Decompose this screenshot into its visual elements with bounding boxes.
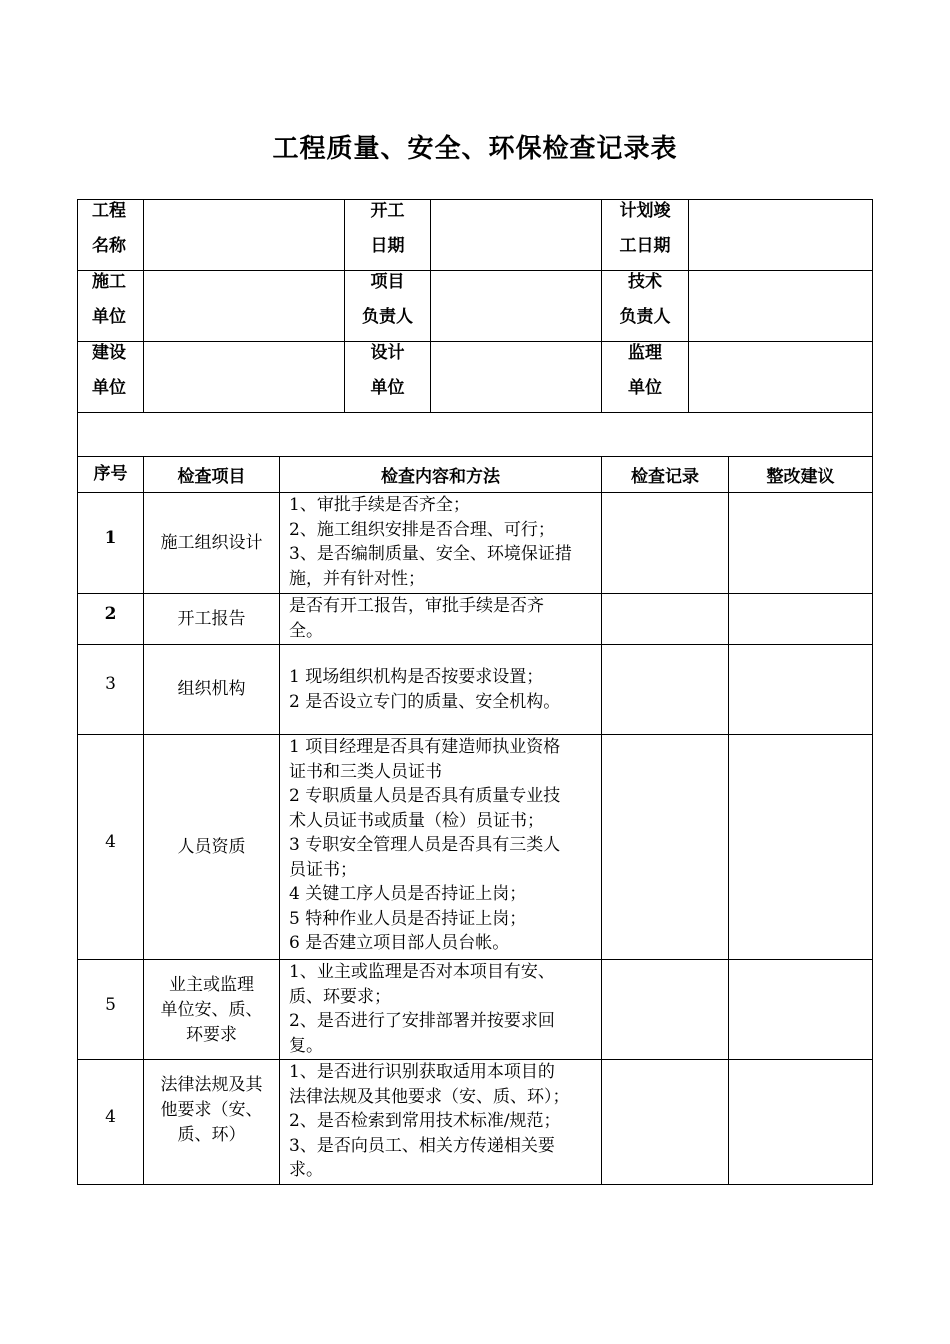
project-lead-value[interactable] (431, 271, 601, 341)
row-content: 1 项目经理是否具有建造师执业资格 证书和三类人员证书 2 专职质量人员是否具有质量专业技 术人员证书或质量（检）员证书； 3 专职安全管理人员是否具有三类人 员证书； 4 关键工序人员是否持证上岗； 5 特种作业人员是否持证上岗； 6 是否建立项目部人员台帐。 (289, 737, 561, 953)
row-record[interactable] (602, 645, 728, 734)
row-suggestion[interactable] (729, 645, 872, 734)
blank-row (78, 413, 872, 456)
start-date-label: 开工 日期 (370, 201, 405, 256)
row-seq: 5 (105, 995, 116, 1015)
design-unit-value[interactable] (431, 342, 601, 412)
row-record[interactable] (602, 594, 728, 644)
row-content: 1、审批手续是否齐全； 2、施工组织安排是否合理、可行； 3、是否编制质量、安全、环境保证措 施，并有针对性； (289, 495, 572, 589)
row-suggestion[interactable] (729, 493, 872, 593)
project-name-value[interactable] (144, 200, 344, 270)
planned-completion-label: 计划竣 工日期 (619, 201, 671, 256)
row-item: 施工组织设计 (160, 532, 263, 553)
row-seq: 4 (105, 832, 116, 852)
page-title: 工程质量、安全、环保检查记录表 (272, 134, 678, 164)
project-name-label: 工程 名称 (92, 201, 126, 256)
supervision-unit-value[interactable] (689, 342, 872, 412)
row-seq: 1 (104, 528, 117, 548)
row-suggestion[interactable] (729, 1060, 872, 1184)
header-item: 检查项目 (177, 467, 246, 487)
start-date-value[interactable] (431, 200, 601, 270)
design-unit-label: 设计 单位 (370, 343, 405, 398)
project-lead-label: 项目 负责人 (362, 272, 413, 327)
row-content: 1 现场组织机构是否按要求设置； 2 是否设立专门的质量、安全机构。 (289, 667, 561, 712)
row-item: 业主或监理 单位安、质、 环要求 (160, 975, 263, 1045)
row-content: 1、业主或监理是否对本项目有安、 质、环要求； 2、是否进行了安排部署并按要求回 复。 (289, 962, 555, 1056)
row-suggestion[interactable] (729, 735, 872, 959)
planned-completion-value[interactable] (689, 200, 872, 270)
row-item: 组织机构 (177, 679, 246, 699)
row-content: 是否有开工报告，审批手续是否齐 全。 (289, 596, 544, 641)
row-seq: 2 (104, 604, 117, 624)
row-item: 人员资质 (177, 836, 246, 857)
row-record[interactable] (602, 493, 728, 593)
row-item: 法律法规及其 他要求（安、 质、环） (160, 1075, 263, 1145)
header-suggestion: 整改建议 (766, 467, 835, 487)
row-content: 1、是否进行识别获取适用本项目的 法律法规及其他要求（安、质、环）； 2、是否检索到常用技术标准/规范； 3、是否向员工、相关方传递相关要 求。 (289, 1062, 570, 1180)
construction-unit-value[interactable] (144, 271, 344, 341)
owner-unit-value[interactable] (144, 342, 344, 412)
row-seq: 4 (105, 1107, 116, 1127)
row-suggestion[interactable] (729, 960, 872, 1059)
technical-lead-label: 技术 负责人 (619, 272, 671, 327)
owner-unit-label: 建设 单位 (92, 343, 126, 398)
row-suggestion[interactable] (729, 594, 872, 644)
row-record[interactable] (602, 1060, 728, 1184)
header-content: 检查内容和方法 (381, 467, 500, 487)
row-record[interactable] (602, 735, 728, 959)
supervision-unit-label: 监理 单位 (628, 343, 662, 398)
header-record: 检查记录 (631, 467, 699, 487)
header-seq: 序号 (93, 464, 128, 484)
row-record[interactable] (602, 960, 728, 1059)
construction-unit-label: 施工 单位 (92, 272, 126, 327)
technical-lead-value[interactable] (689, 271, 872, 341)
row-seq: 3 (105, 674, 116, 694)
row-item: 开工报告 (177, 608, 246, 629)
